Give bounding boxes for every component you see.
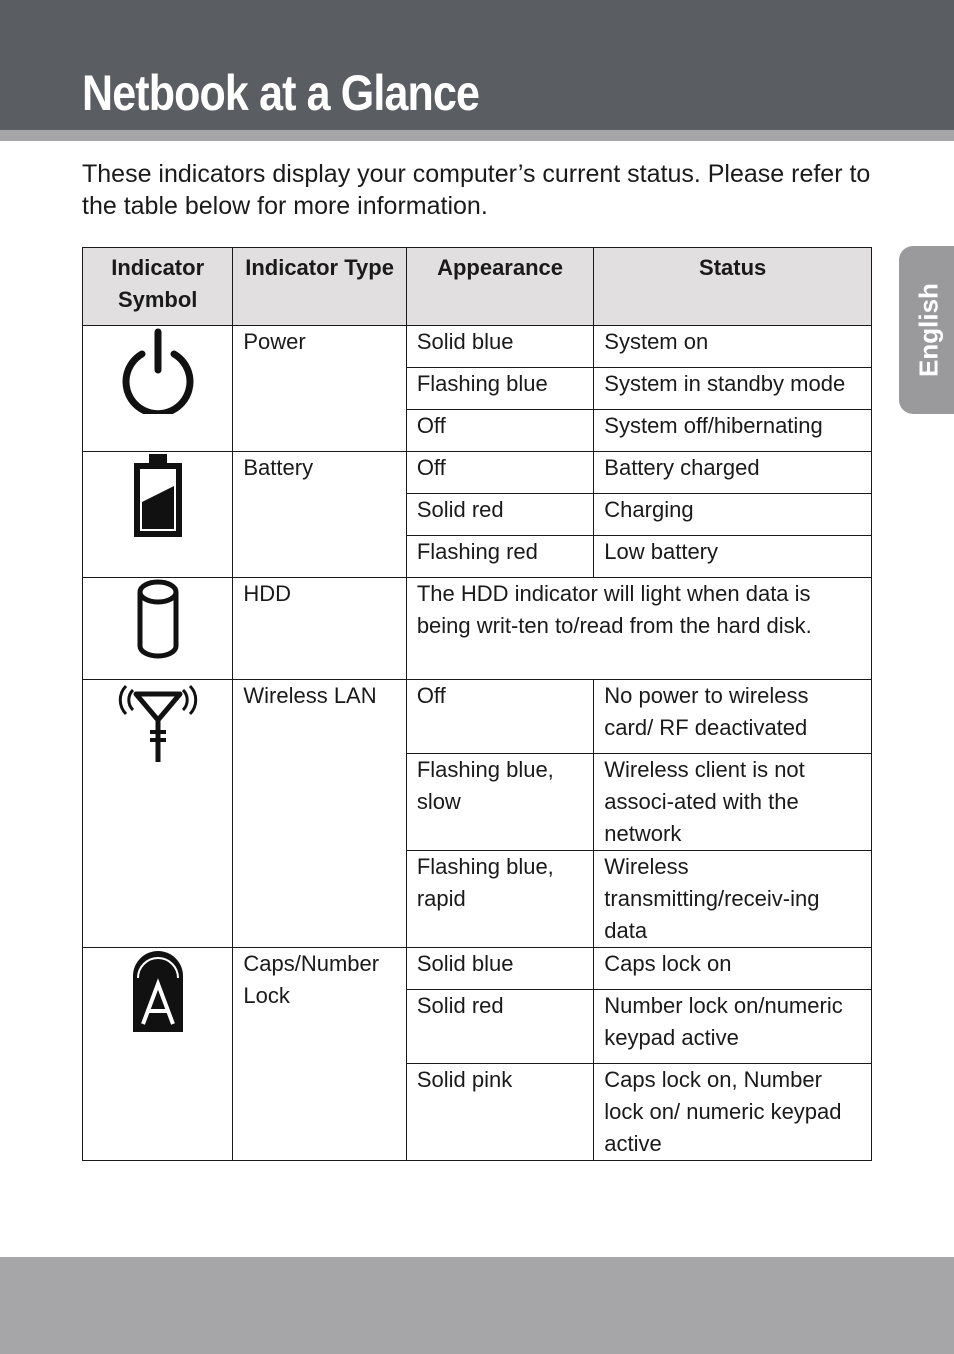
appearance-cell: Flashing red <box>406 536 593 578</box>
status-cell: System in standby mode <box>594 368 872 410</box>
hdd-symbol-cell <box>83 578 233 680</box>
status-cell: Battery charged <box>594 452 872 494</box>
page-title: Netbook at a Glance <box>82 65 480 121</box>
appearance-cell: Solid blue <box>406 948 593 990</box>
appearance-cell: Flashing blue, rapid <box>406 851 593 948</box>
appearance-cell: Flashing blue <box>406 368 593 410</box>
language-tab-label: English <box>913 283 944 377</box>
appearance-cell: Off <box>406 410 593 452</box>
type-cell: Wireless LAN <box>233 680 406 948</box>
header-rule <box>0 130 954 141</box>
wireless-antenna-icon <box>112 680 204 764</box>
table-row <box>83 948 872 990</box>
status-cell: System off/hibernating <box>594 410 872 452</box>
table-row <box>83 326 872 368</box>
type-cell: HDD <box>233 578 406 680</box>
status-cell: No power to wireless card/ RF deactivated <box>594 680 872 754</box>
language-tab <box>899 246 954 414</box>
appearance-cell: Flashing blue, slow <box>406 754 593 851</box>
appearance-cell: Solid pink <box>406 1064 593 1161</box>
status-cell: Caps lock on, Number lock on/ numeric keypad active <box>594 1064 872 1161</box>
type-cell: Battery <box>233 452 406 578</box>
status-cell: Caps lock on <box>594 948 872 990</box>
wireless-symbol-cell <box>83 680 233 948</box>
battery-icon <box>133 452 183 538</box>
table-row <box>83 680 872 754</box>
caps-lock-icon <box>131 948 185 1034</box>
power-icon <box>118 326 198 414</box>
header-appearance: Appearance <box>406 248 593 326</box>
appearance-cell: Solid blue <box>406 326 593 368</box>
table-row <box>83 578 872 680</box>
appearance-cell: Off <box>406 680 593 754</box>
header-status: Status <box>594 248 872 326</box>
table-header-row <box>83 248 872 326</box>
type-cell: Power <box>233 326 406 452</box>
caps-lock-symbol-cell <box>83 948 233 1161</box>
description-cell: The HDD indicator will light when data is being writ-ten to/read from the hard disk. <box>406 578 871 680</box>
power-symbol-cell <box>83 326 233 452</box>
page-header-band <box>0 0 954 130</box>
status-cell: Low battery <box>594 536 872 578</box>
indicator-table <box>82 247 872 1161</box>
status-cell: System on <box>594 326 872 368</box>
appearance-cell: Off <box>406 452 593 494</box>
header-indicator-symbol: Indicator Symbol <box>83 248 233 326</box>
status-cell: Charging <box>594 494 872 536</box>
type-cell: Caps/Number Lock <box>233 948 406 1161</box>
intro-paragraph: These indicators display your computer’s current status. Please refer to the table below for more information. <box>82 160 871 220</box>
appearance-cell: Solid red <box>406 990 593 1064</box>
status-cell: Wireless client is not associ-ated with the network <box>594 754 872 851</box>
header-indicator-type: Indicator Type <box>233 248 406 326</box>
table-row <box>83 452 872 494</box>
hdd-cylinder-icon <box>136 578 180 660</box>
appearance-cell: Solid red <box>406 494 593 536</box>
status-cell: Wireless transmitting/receiv-ing data <box>594 851 872 948</box>
battery-symbol-cell <box>83 452 233 578</box>
status-cell: Number lock on/numeric keypad active <box>594 990 872 1064</box>
page-footer-band <box>0 1257 954 1354</box>
